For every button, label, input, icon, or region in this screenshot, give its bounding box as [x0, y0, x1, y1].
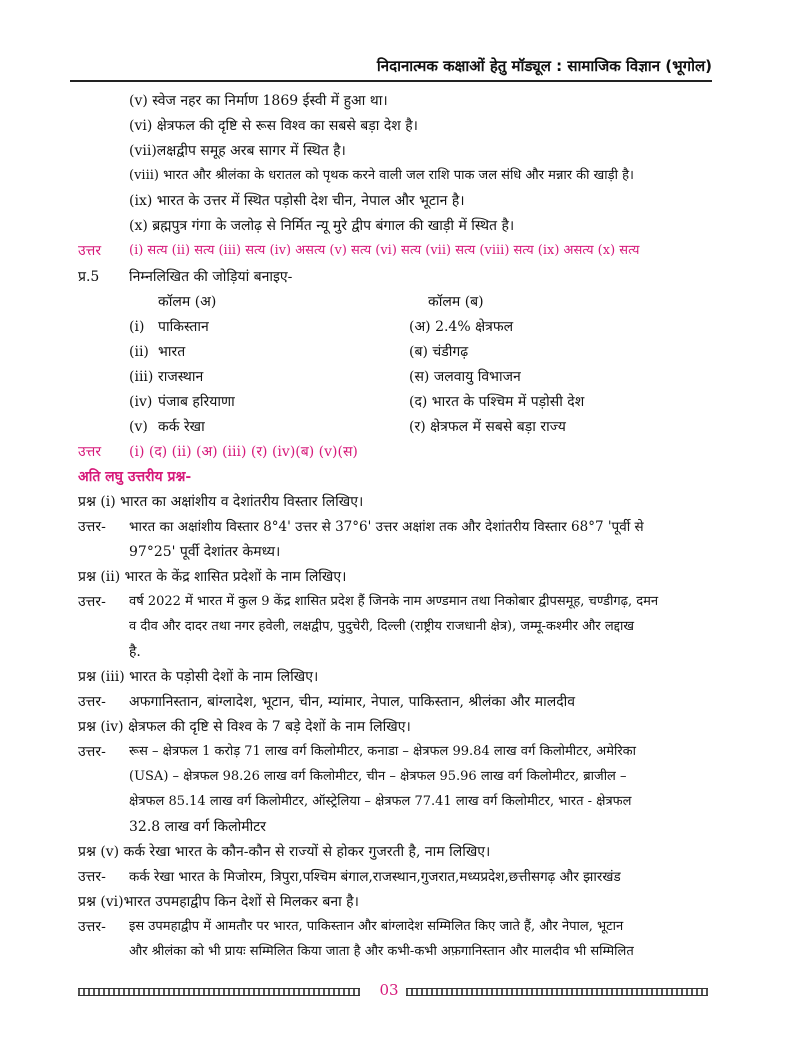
page-footer — [78, 981, 708, 1003]
statement-v: (v) स्वेज नहर का निर्माण 1869 ईस्वी में हुआ था। — [129, 93, 388, 109]
footer-border-left — [78, 988, 360, 996]
col-b-item: (अ) 2.4% क्षेत्रफल — [409, 319, 514, 335]
answer-label: उत्तर- — [78, 744, 106, 760]
answer-label: उत्तर- — [78, 694, 106, 710]
section-title: अति लघु उत्तरीय प्रश्न- — [78, 469, 192, 485]
col-a-item: भारत — [158, 344, 186, 360]
answer-line: क्षेत्रफल 85.14 लाख वर्ग किलोमीटर, ऑस्ट्रेलिया – क्षेत्रफल 77.41 लाख वर्ग किलोमीटर, भारत - क्षेत्रफल — [129, 794, 632, 809]
answer-line: 97°25' पूर्वी देशांतर केमध्य। — [129, 544, 281, 560]
col-a-item: कर्क रेखा — [158, 419, 205, 435]
statement-x: (x) ब्रह्मपुत्र गंगा के जलोढ़ से निर्मित न्यू मुरे द्वीप बंगाल की खाड़ी में स्थित है। — [129, 218, 515, 234]
answer-line: रूस – क्षेत्रफल 1 करोड़ 71 लाख वर्ग किलोमीटर, कनाडा – क्षेत्रफल 99.84 लाख वर्ग किलोमीटर, अमेरिका — [129, 744, 637, 759]
col-a-num: (v) — [129, 419, 148, 435]
answer-line: इस उपमहाद्वीप में आमतौर पर भारत, पाकिस्तान और बांग्लादेश सम्मिलित किए जाते हैं, और नेपाल, भूटान — [129, 919, 624, 934]
question-text: प्रश्न (vi)भारत उपमहाद्वीप किन देशों से मिलकर बना है। — [78, 894, 359, 910]
question-prompt: निम्नलिखित की जोड़ियां बनाइए- — [129, 269, 293, 285]
answer-label: उत्तर- — [78, 919, 106, 935]
footer-border-right — [406, 988, 708, 996]
col-b-item: (द) भारत के पश्चिम में पड़ोसी देश — [409, 394, 585, 410]
answer-label: उत्तर — [78, 243, 102, 259]
answer-line: व दीव और दादर तथा नगर हवेली, लक्षद्वीप, पुदुचेरी, दिल्ली (राष्ट्रीय राजधानी क्षेत्र), जम्मू-कश्मीर और लद्दाख — [129, 619, 634, 634]
statement-viii: (viii) भारत और श्रीलंका के धरातल को पृथक करने वाली जल राशि पाक जल संधि और मन्नार की खाड़ी है। — [129, 168, 634, 183]
answer-label: उत्तर- — [78, 519, 106, 535]
answer-text: (i) सत्य (ii) सत्य (iii) सत्य (iv) असत्य (v) सत्य (vi) सत्य (vii) सत्य (viii) सत्य (ix) असत्य (x) सत्य — [129, 243, 640, 258]
question-number: प्र.5 — [78, 269, 100, 285]
col-b-item: (ब) चंडीगढ़ — [409, 344, 469, 360]
question-text: प्रश्न (iv) क्षेत्रफल की दृष्टि से विश्व के 7 बड़े देशों के नाम लिखिए। — [78, 719, 411, 735]
statement-vii: (vii)लक्षद्वीप समूह अरब सागर में स्थित है। — [129, 143, 346, 159]
answer-text: (i) (द) (ii) (अ) (iii) (र) (iv)(ब) (v)(स) — [129, 444, 358, 460]
question-text: प्रश्न (v) कर्क रेखा भारत के कौन-कौन से राज्यों से होकर गुजरती है, नाम लिखिए। — [78, 844, 491, 860]
answer-line: (USA) – क्षेत्रफल 98.26 लाख वर्ग किलोमीटर, चीन – क्षेत्रफल 95.96 लाख वर्ग किलोमीटर, ब्राजील – — [129, 769, 627, 784]
answer-line: कर्क रेखा भारत के मिजोरम, त्रिपुरा,पश्चिम बंगाल,राजस्थान,गुजरात,मध्यप्रदेश,छत्तीसगढ़ और झारखंड — [129, 869, 621, 885]
answer-label: उत्तर — [78, 444, 102, 460]
col-a-item: पाकिस्तान — [158, 319, 209, 335]
column-b-header: कॉलम (ब) — [428, 294, 484, 310]
answer-label: उत्तर- — [78, 594, 106, 610]
col-a-num: (iv) — [129, 394, 153, 410]
statement-vi: (vi) क्षेत्रफल की दृष्टि से रूस विश्व का सबसे बड़ा देश है। — [129, 118, 418, 134]
answer-line: वर्ष 2022 में भारत में कुल 9 केंद्र शासित प्रदेश हैं जिनके नाम अण्डमान तथा निकोबार द्वीपसमूह, चण्डीगढ़, दमन — [129, 594, 659, 609]
col-a-num: (ii) — [129, 344, 149, 360]
answer-line: है. — [129, 644, 141, 660]
col-b-item: (र) क्षेत्रफल में सबसे बड़ा राज्य — [409, 419, 566, 435]
col-a-num: (iii) — [129, 369, 154, 385]
statement-ix: (ix) भारत के उत्तर में स्थित पड़ोसी देश चीन, नेपाल और भूटान है। — [129, 193, 465, 209]
column-a-header: कॉलम (अ) — [158, 294, 217, 310]
answer-label: उत्तर- — [78, 869, 106, 885]
answer-line: अफगानिस्तान, बांग्लादेश, भूटान, चीन, म्यांमार, नेपाल, पाकिस्तान, श्रीलंका और मालदीव — [129, 694, 576, 710]
col-a-item: राजस्थान — [158, 369, 204, 385]
question-text: प्रश्न (ii) भारत के केंद्र शासित प्रदेशों के नाम लिखिए। — [78, 569, 347, 585]
answer-line: भारत का अक्षांशीय विस्तार 8°4' उत्तर से 37°6' उत्तर अक्षांश तक और देशांतरीय विस्तार 68°7 'पूर्वी से — [129, 519, 644, 535]
header-divider — [70, 80, 712, 82]
answer-line: और श्रीलंका को भी प्रायः सम्मिलित किया जाता है और कभी-कभी अफ़गानिस्तान और मालदीव भी सम्मिलित — [129, 944, 634, 959]
page-number: 03 — [379, 981, 399, 999]
page-header-title: निदानात्मक कक्षाओं हेतु मॉड्यूल : सामाजिक विज्ञान (भूगोल) — [376, 57, 712, 75]
question-text: प्रश्न (iii) भारत के पड़ोसी देशों के नाम लिखिए। — [78, 669, 319, 685]
answer-line: 32.8 लाख वर्ग किलोमीटर — [129, 819, 267, 835]
col-a-num: (i) — [129, 319, 145, 335]
question-text: प्रश्न (i) भारत का अक्षांशीय व देशांतरीय विस्तार लिखिए। — [78, 494, 364, 510]
col-a-item: पंजाब हरियाणा — [158, 394, 235, 410]
col-b-item: (स) जलवायु विभाजन — [409, 369, 521, 385]
